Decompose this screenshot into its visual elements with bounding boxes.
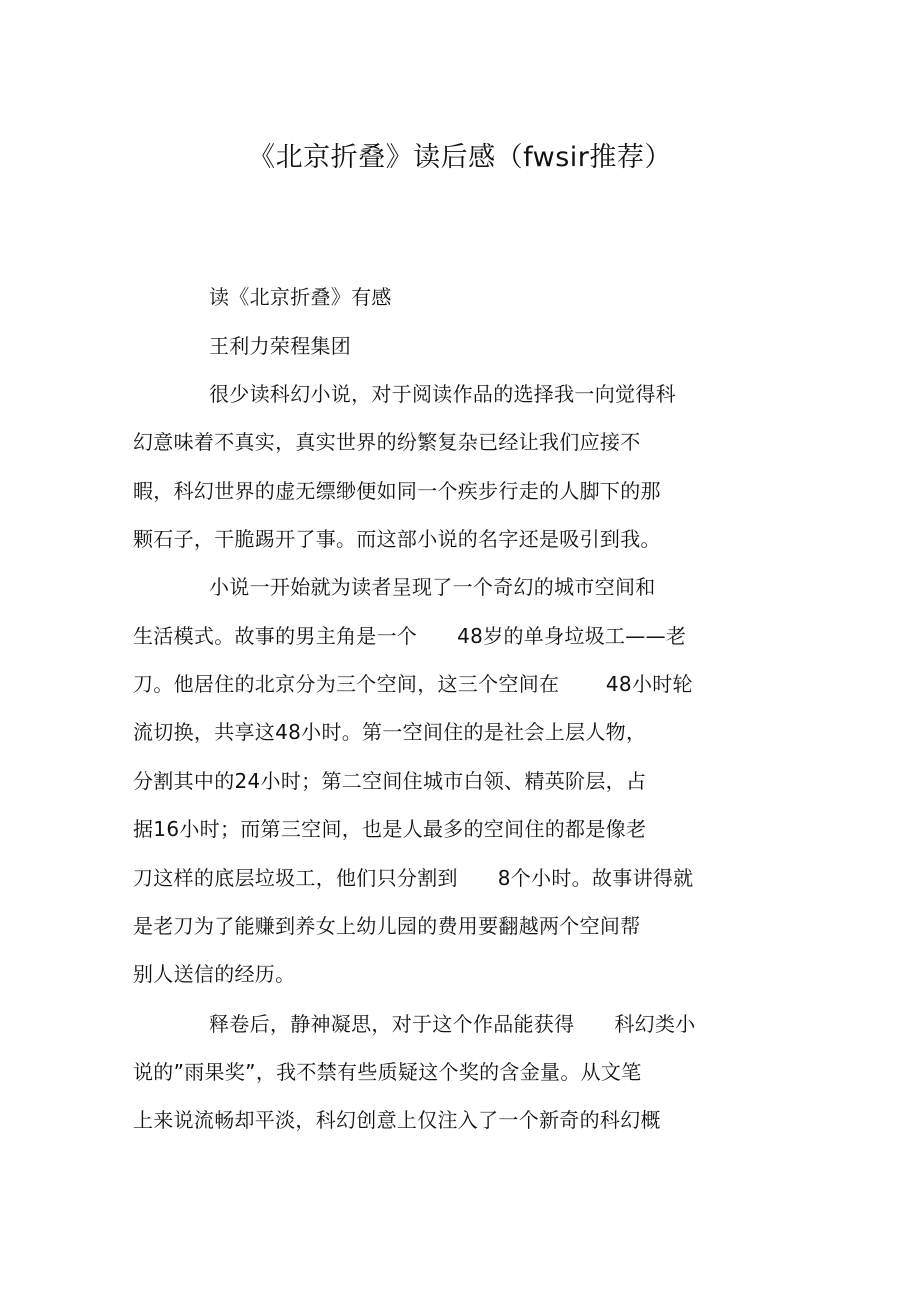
subtitle: 读《北京折叠》有感 xyxy=(209,285,392,309)
paragraph-line: 很少读科幻小说，对于阅读作品的选择我一向觉得科 xyxy=(209,382,676,406)
paragraph-line: 上来说流畅却平淡，科幻创意上仅注入了一个新奇的科幻概 xyxy=(133,1108,661,1132)
paragraph-line: 是老刀为了能赚到养女上幼儿园的费用要翻越两个空间帮 xyxy=(133,914,641,938)
author-line: 王利力荣程集团 xyxy=(209,334,352,358)
paragraph-line: 幻意味着不真实，真实世界的纷繁复杂已经让我们应接不 xyxy=(133,430,641,454)
paragraph-line: 颗石子，干脆踢开了事。而这部小说的名字还是吸引到我。 xyxy=(133,527,661,551)
paragraph-line: 刀。他居住的北京分为三个空间，这三个空间在 48小时轮 xyxy=(133,672,693,696)
paragraph-line: 暇，科幻世界的虚无缥缈便如同一个疾步行走的人脚下的那 xyxy=(133,479,661,503)
paragraph-line: 说的”雨果奖”，我不禁有些质疑这个奖的含金量。从文笔 xyxy=(133,1060,642,1084)
document-title: 《北京折叠》读后感（fwsir推荐） xyxy=(248,142,672,173)
paragraph-line: 据16小时；而第三空间，也是人最多的空间住的都是像老 xyxy=(133,817,647,841)
paragraph-line: 刀这样的底层垃圾工，他们只分割到 8个小时。故事讲得就 xyxy=(133,866,694,890)
paragraph-line: 小说一开始就为读者呈现了一个奇幻的城市空间和 xyxy=(209,575,656,599)
paragraph-line: 流切换，共享这48小时。第一空间住的是社会上层人物， xyxy=(133,720,647,744)
paragraph-line: 分割其中的24小时；第二空间住城市白领、精英阶层，占 xyxy=(133,769,647,793)
paragraph-line: 生活模式。故事的男主角是一个 48岁的单身垃圾工——老 xyxy=(133,624,687,648)
paragraph-line: 释卷后，静神凝思，对于这个作品能获得 科幻类小 xyxy=(209,1012,696,1036)
paragraph-line: 别人送信的经历。 xyxy=(133,962,296,986)
